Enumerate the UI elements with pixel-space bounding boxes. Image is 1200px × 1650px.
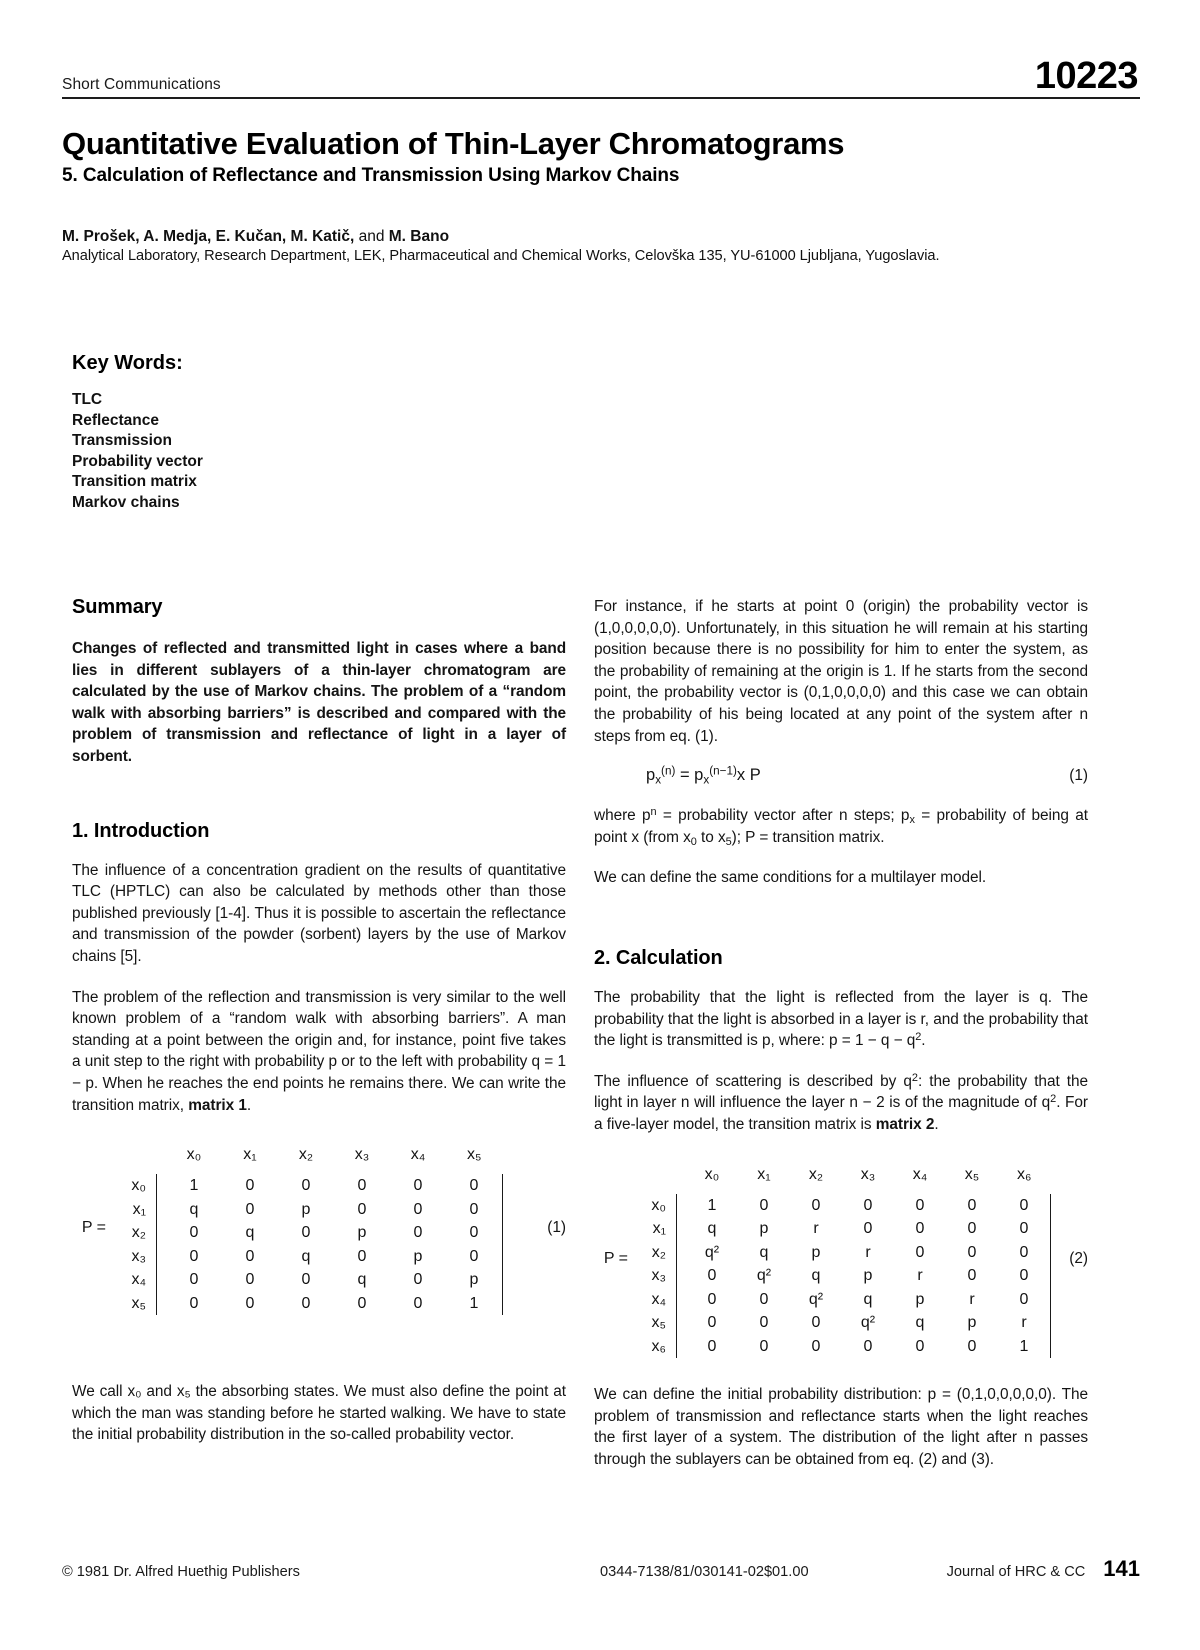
matrix-2-col-header: x₆ [1017, 1165, 1032, 1183]
matrix-1-lead-label: P = [81, 1218, 106, 1236]
matrix-cell: r [969, 1290, 975, 1308]
matrix-cell: p [915, 1290, 925, 1308]
matrix-cell: p [413, 1247, 423, 1265]
matrix-row [112, 1198, 503, 1222]
matrix-cell: 0 [1019, 1220, 1029, 1237]
keyword-item: Transmission [72, 432, 172, 450]
matrix-cell: 0 [301, 1224, 311, 1242]
right-paragraph-2 [594, 805, 1088, 848]
matrix-cell: q [863, 1290, 873, 1308]
calc-p1-part-a: The probability that the light is reflected from the layer is q. The probability that the light is absorbed in a layer is r, and the probability that the light is transmitted is p, where: p = 1 − q − q [594, 988, 1088, 1050]
left-closing-paragraph: We call x₀ and x₅ the absorbing states. We must also define the point at which the man was standing before he started walking. We have to state the initial probability distribution in the so-called probability vector. [72, 1383, 566, 1444]
matrix-cell: 0 [245, 1177, 255, 1195]
matrix-cell: 0 [1019, 1267, 1029, 1284]
matrix-cell: q [357, 1271, 367, 1289]
matrix-cell: 0 [301, 1271, 311, 1289]
equation-1-row [594, 766, 1088, 785]
matrix-2-row-label: x₆ [651, 1337, 666, 1355]
calc-p2-sup-1: 2 [911, 1071, 918, 1084]
footer-right-group [947, 1556, 1140, 1582]
eq1-sub-x: x [655, 773, 662, 787]
matrix-cell: 0 [469, 1177, 479, 1195]
p2-part-a: where p [594, 807, 651, 825]
matrix-cell: 0 [707, 1337, 717, 1355]
eq1-sup-n1: (n−1) [709, 764, 737, 778]
introduction-paragraph-2 [72, 987, 566, 1117]
matrix-1-bracket-spacer-right [503, 1140, 504, 1174]
page-footer [62, 1556, 1140, 1582]
right-paragraph-1: For instance, if he starts at point 0 (origin) the probability vector is (1,0,0,0,0,0). Unfortunately, in this situation he will remain at his starting position because there is no possibility for him to enter the system, as the probability of remaining at the origin is 1. If he starts from the second point, the probability vector is (0,1,0,0,0,0) and this case we can obtain the probability of his being located at any point of the system after n steps from eq. (1). [594, 598, 1088, 745]
matrix-1-col-header: x₅ [467, 1146, 482, 1164]
matrix-cell: p [967, 1314, 977, 1331]
eq1-sup-n: (n) [661, 764, 676, 778]
matrix-1-equation-number: (1) [547, 1218, 566, 1236]
matrix-2-core [634, 1160, 1051, 1359]
author-names-primary: M. Prošek, A. Medja, E. Kučan, M. Katič, [62, 228, 355, 245]
matrix-1-table [112, 1140, 503, 1315]
matrix-2-col-header: x₂ [808, 1165, 824, 1183]
matrix-1-corner-cell [112, 1140, 157, 1174]
author-names-secondary: M. Bano [388, 228, 450, 245]
matrix-cell: 0 [413, 1294, 423, 1312]
matrix-cell: 0 [915, 1243, 925, 1261]
matrix-2-bracket-right [1051, 1335, 1052, 1359]
matrix-2-bracket-right [1051, 1217, 1052, 1241]
p2-sub-x: x [909, 814, 915, 827]
footer-journal-name: Journal of HRC & CC [946, 1564, 1086, 1580]
matrix-cell: 0 [759, 1337, 769, 1355]
article-title: Quantitative Evaluation of Thin-Layer Chromatograms [62, 126, 845, 161]
matrix-cell: 0 [1019, 1243, 1029, 1261]
matrix-cell: q [301, 1247, 311, 1265]
matrix-cell: q² [808, 1290, 824, 1308]
matrix-2-col-header: x₁ [757, 1165, 771, 1183]
matrix-1-bracket-right [503, 1292, 504, 1316]
matrix-1-row-label: x₃ [131, 1247, 146, 1265]
matrix-cell: 0 [357, 1177, 367, 1195]
matrix-2-bracket-right [1051, 1288, 1052, 1312]
matrix-cell: 0 [1019, 1290, 1029, 1308]
matrix-cell: 0 [357, 1247, 367, 1265]
matrix-cell: 1 [1019, 1337, 1029, 1355]
matrix-2-block [594, 1160, 1088, 1359]
introduction-paragraph-1: The influence of a concentration gradient on the results of quantitative TLC (HPTLC) can also be calculated by methods other than those published previously [1-4]. Thus it is possible to ascertain the reflectance and transmission of the powder (sorbent) layers by the use of Markov chains [5]. [72, 861, 566, 965]
matrix-row [112, 1245, 503, 1269]
running-head [62, 55, 1138, 97]
matrix-cell: 0 [357, 1294, 367, 1312]
author-affiliation: Analytical Laboratory, Research Department, LEK, Pharmaceutical and Chemical Works, Celovška 135, YU-61000 Ljubljana, Yugoslavia. [62, 248, 940, 264]
matrix-1-row-label: x₅ [131, 1294, 146, 1312]
matrix-cell: 0 [413, 1271, 423, 1289]
matrix-cell: 1 [469, 1294, 479, 1312]
calculation-paragraph-2 [594, 1071, 1088, 1136]
matrix-row [634, 1241, 1051, 1265]
matrix-row [634, 1335, 1051, 1359]
matrix-cell: q [811, 1267, 821, 1284]
matrix-cell: 0 [863, 1196, 873, 1214]
matrix-cell: q [189, 1200, 199, 1218]
matrix-cell: r [813, 1220, 819, 1237]
left-column [72, 596, 566, 1446]
matrix-2-bracket-left [677, 1264, 687, 1288]
calc-p2-part-a: The influence of scattering is described by q [594, 1072, 912, 1090]
calc-p2-sup-2: 2 [1050, 1093, 1057, 1106]
matrix-1-row-label: x₄ [131, 1271, 146, 1289]
matrix-row [634, 1264, 1051, 1288]
matrix-2-lead-label: P = [603, 1249, 628, 1267]
matrix-cell: 0 [707, 1314, 717, 1331]
matrix-cell: 0 [245, 1247, 255, 1265]
matrix-1-col-header: x₂ [298, 1146, 314, 1164]
matrix-cell: q² [704, 1243, 720, 1261]
keyword-item: Markov chains [72, 493, 180, 511]
matrix-2-row-label: x₅ [651, 1314, 666, 1331]
matrix-2-corner-cell [634, 1160, 677, 1194]
matrix-2-col-header: x₀ [704, 1165, 720, 1183]
matrix-1-block [72, 1140, 566, 1315]
footer-issn-code: 0344-7138/81/030141-02$01.00 [600, 1564, 809, 1580]
footer-copyright: © 1981 Dr. Alfred Huethig Publishers [62, 1564, 300, 1580]
matrix-cell: 0 [759, 1290, 769, 1308]
matrix-cell: 1 [189, 1177, 199, 1195]
matrix-cell: 0 [915, 1337, 925, 1355]
p2-part-e: ); P = transition matrix. [731, 828, 885, 846]
matrix-cell: 0 [301, 1177, 311, 1195]
summary-heading: Summary [72, 596, 163, 618]
matrix-1-bracket-left [157, 1292, 167, 1316]
matrix-2-bracket-right [1051, 1311, 1052, 1335]
matrix-row [112, 1221, 503, 1245]
summary-text: Changes of reflected and transmitted light in cases where a band lies in different sublayers of a thin-layer chromatogram are calculated by the use of Markov chains. The problem of a “random walk with absorbing barriers” is described and compared with the problem of transmission and reflectance of light in a layer of sorbent. [72, 640, 566, 765]
matrix-1-bracket-left [157, 1198, 167, 1222]
matrix-2-row-label: x₃ [651, 1267, 666, 1284]
matrix-2-bracket-left [677, 1311, 687, 1335]
matrix-1-row-label: x₀ [131, 1177, 146, 1195]
matrix-cell: 0 [915, 1220, 925, 1237]
matrix-cell: 0 [413, 1224, 423, 1242]
matrix-1-col-header: x₁ [243, 1146, 257, 1164]
author-list [62, 228, 1140, 246]
matrix-2-bracket-left [677, 1241, 687, 1265]
matrix-cell: 0 [811, 1337, 821, 1355]
matrix-2-row-label: x₄ [651, 1290, 666, 1308]
keyword-item: TLC [72, 391, 103, 408]
matrix-2-bracket-right [1051, 1194, 1052, 1218]
calc-p1-part-b: . [921, 1032, 926, 1050]
equation-1-expression: $p_x^{(n)} = p_x^{(n-1)}x$ P [646, 764, 761, 787]
matrix-cell: 0 [1019, 1196, 1029, 1214]
matrix-cell: 0 [811, 1196, 821, 1214]
p2-sup-n: n [650, 805, 657, 818]
keyword-item: Probability vector [72, 452, 203, 470]
p2-sub-0: 0 [690, 835, 697, 848]
calc-p2-part-b: : the probability that the light in layer n will influence the layer n − 2 is of the magnitude of q [594, 1072, 1088, 1112]
author-conjunction: and [354, 228, 389, 245]
matrix-cell: 0 [967, 1220, 977, 1237]
matrix-1-bracket-right [503, 1245, 504, 1269]
keyword-item: Reflectance [72, 411, 160, 429]
matrix-cell: 0 [301, 1294, 311, 1312]
matrix-cell: 0 [707, 1267, 717, 1284]
keywords-list [72, 390, 203, 514]
matrix-row [634, 1311, 1051, 1335]
keywords-heading: Key Words: [72, 352, 183, 374]
matrix-1-bracket-left [157, 1245, 167, 1269]
calculation-heading: 2. Calculation [594, 946, 723, 969]
matrix-2-row-label: x₀ [651, 1196, 666, 1214]
matrix-2-bracket-spacer-left [677, 1160, 687, 1194]
matrix-cell: 0 [189, 1271, 199, 1289]
matrix-cell: q² [756, 1267, 772, 1284]
matrix-cell: 0 [759, 1314, 769, 1331]
right-column [594, 596, 1088, 1470]
matrix-cell: 0 [413, 1200, 423, 1218]
matrix-1-bracket-right [503, 1174, 504, 1198]
matrix-row [112, 1174, 503, 1198]
matrix-2-equation-number: (2) [1069, 1249, 1088, 1267]
matrix-1-bracket-spacer-left [157, 1140, 167, 1174]
matrix-1-bracket-left [157, 1268, 167, 1292]
matrix-2-col-header: x₄ [912, 1165, 928, 1183]
matrix-1-col-header: x₀ [186, 1146, 202, 1164]
matrix-2-bracket-left [677, 1288, 687, 1312]
matrix-2-bracket-spacer-right [1051, 1160, 1052, 1194]
matrix-1-col-header: x₃ [354, 1146, 370, 1164]
matrix-cell: 0 [413, 1177, 423, 1195]
matrix-cell: r [865, 1243, 871, 1261]
matrix-cell: p [759, 1220, 769, 1237]
matrix-cell: 0 [469, 1247, 479, 1265]
matrix-1-header-row [112, 1140, 503, 1174]
matrix-cell: 0 [967, 1267, 977, 1284]
p2-part-d: to x [696, 828, 726, 846]
footer-page-number: 141 [1103, 1556, 1140, 1581]
calc-p1-superscript: 2 [915, 1030, 922, 1043]
intro-p2-part-c: . [246, 1096, 252, 1114]
matrix-cell: p [357, 1224, 367, 1242]
matrix-1-bracket-left [157, 1174, 167, 1198]
matrix-1-row-label: x₂ [131, 1224, 146, 1242]
introduction-heading: 1. Introduction [72, 819, 210, 842]
matrix-cell: 1 [707, 1196, 717, 1214]
matrix-cell: 0 [189, 1224, 199, 1242]
matrix-cell: 0 [915, 1196, 925, 1214]
matrix-row [112, 1268, 503, 1292]
matrix-cell: q [915, 1314, 925, 1331]
matrix-cell: 0 [245, 1200, 255, 1218]
eq1-sub-x2: x [703, 773, 710, 787]
matrix-cell: 0 [863, 1220, 873, 1237]
matrix-cell: p [863, 1267, 873, 1284]
right-closing-paragraph: We can define the initial probability distribution: p = (0,1,0,0,0,0,0). The problem of transmission and reflectance starts when the light reaches the first layer of a system. The distribution of the light after n passes through the sublayers can be obtained from eq. (2) and (3). [594, 1386, 1088, 1468]
matrix-1-core [112, 1140, 503, 1315]
matrix-2-bracket-left [677, 1335, 687, 1359]
matrix-cell: 0 [469, 1224, 479, 1242]
matrix-1-bracket-right [503, 1198, 504, 1222]
keyword-item: Transition matrix [72, 473, 197, 491]
matrix-2-col-header: x₃ [860, 1165, 876, 1183]
matrix-row [634, 1288, 1051, 1312]
p2-sub-5: 5 [725, 835, 732, 848]
matrix-cell: 0 [811, 1314, 821, 1331]
matrix-cell: q [759, 1243, 769, 1261]
intro-p2-part-a: The problem of the reflection and transmission is very similar to the well known problem of a “random walk with absorbing barriers”. A man standing at a point between the origin and, for instance, point five takes a unit step to the right with probability p or to the left with probability q = 1 − p. When he reaches the end points he remains there. We can write the transition matrix, [72, 988, 566, 1114]
matrix-cell: 0 [245, 1294, 255, 1312]
matrix-cell: p [469, 1271, 479, 1289]
matrix-cell: 0 [759, 1196, 769, 1214]
matrix-cell: p [811, 1243, 821, 1261]
matrix-2-col-header: x₅ [964, 1165, 980, 1183]
matrix-cell: 0 [357, 1200, 367, 1218]
calculation-paragraph-1 [594, 987, 1088, 1052]
matrix-cell: p [301, 1200, 311, 1218]
matrix-cell: 0 [967, 1243, 977, 1261]
matrix-2-row-label: x₁ [652, 1220, 666, 1237]
p2-part-c: = probability of being at point x (from x [594, 807, 1089, 846]
matrix-2-header-row [634, 1160, 1051, 1194]
equation-1-number: (1) [1069, 767, 1088, 785]
right-paragraph-3: We can define the same conditions for a multilayer model. [594, 869, 987, 887]
running-head-section-label: Short Communications [62, 76, 221, 94]
calc-p2-part-c: . For a five-layer model, the transition matrix is [594, 1094, 1088, 1133]
matrix-cell: r [917, 1267, 923, 1284]
matrix-row [112, 1292, 503, 1316]
matrix-cell: 0 [707, 1290, 717, 1308]
matrix-row [634, 1194, 1051, 1218]
matrix-1-bracket-right [503, 1268, 504, 1292]
matrix-cell: q [245, 1224, 255, 1242]
matrix-cell: 0 [469, 1200, 479, 1218]
matrix-2-table [634, 1160, 1051, 1359]
matrix-2-bracket-left [677, 1217, 687, 1241]
matrix-1-bracket-left [157, 1221, 167, 1245]
matrix-cell: 0 [967, 1337, 977, 1355]
matrix-1-col-header: x₄ [410, 1146, 426, 1164]
article-id-number: 10223 [1034, 55, 1138, 97]
matrix-cell: 0 [863, 1337, 873, 1355]
matrix-2-bracket-left [677, 1194, 687, 1218]
matrix-2-row-label: x₂ [651, 1243, 666, 1261]
matrix-cell: 0 [967, 1196, 977, 1214]
matrix-cell: q² [860, 1314, 876, 1331]
matrix-2-reference: matrix 2 [875, 1115, 935, 1133]
header-rule [62, 97, 1140, 99]
matrix-cell: 0 [189, 1247, 199, 1265]
calc-p2-part-d: . [934, 1115, 939, 1133]
matrix-cell: q [707, 1220, 717, 1237]
p2-part-b: = probability vector after n steps; p [656, 807, 910, 825]
matrix-cell: r [1021, 1314, 1027, 1331]
matrix-1-reference: matrix 1 [188, 1096, 247, 1114]
matrix-1-row-label: x₁ [132, 1200, 146, 1218]
article-subtitle: 5. Calculation of Reflectance and Transmission Using Markov Chains [62, 165, 680, 186]
matrix-cell: 0 [245, 1271, 255, 1289]
matrix-cell: 0 [189, 1294, 199, 1312]
matrix-row [634, 1217, 1051, 1241]
